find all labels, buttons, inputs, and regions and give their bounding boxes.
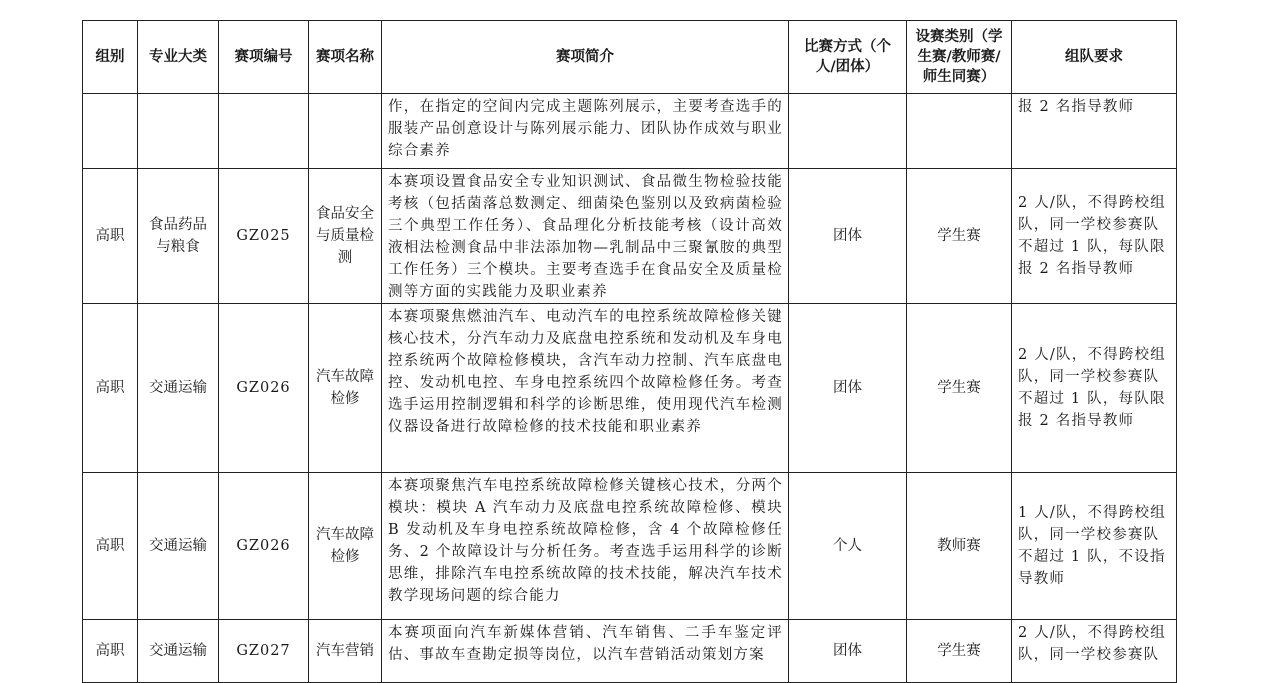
header-row: [83, 21, 1177, 94]
header-category: 设赛类别（学生赛/教师赛/师生同赛）: [907, 21, 1012, 94]
header-major: 专业大类: [138, 21, 219, 94]
cell-intro: 本赛项设置食品安全专业知识测试、食品微生物检验技能考核（包括菌落总数测定、细菌染色鉴别以及致病菌检验三个典型工作任务）、食品理化分析技能考核（设计高效液相法检测食品中非法添加物—乳制品中三聚氰胺的典型工作任务）三个模块。主要考查选手在食品安全及质量检测等方面的实践能力及职业素养: [382, 169, 789, 304]
header-name: 赛项名称: [309, 21, 382, 94]
cell-requirement: 2 人/队，不得跨校组队，同一学校参赛队不超过 1 队，每队限报 2 名指导教师: [1012, 169, 1177, 304]
cell-code: GZ026: [219, 473, 309, 620]
cell-mode: 团体: [789, 169, 907, 304]
cell-intro: 作，在指定的空间内完成主题陈列展示，主要考查选手的服装产品创意设计与陈列展示能力、团队协作成效与职业综合素养: [382, 94, 789, 169]
cell-category: 教师赛: [907, 473, 1012, 620]
cell-code: GZ025: [219, 169, 309, 304]
table-row: [83, 304, 1177, 473]
header-mode: 比赛方式（个人/团体）: [789, 21, 907, 94]
cell-mode: [789, 94, 907, 169]
cell-group: 高职: [83, 169, 138, 304]
cell-code: GZ027: [219, 620, 309, 683]
cell-requirement: 1 人/队，不得跨校组队，同一学校参赛队不超过 1 队，不设指导教师: [1012, 473, 1177, 620]
cell-mode: 团体: [789, 620, 907, 683]
header-code: 赛项编号: [219, 21, 309, 94]
table-row: [83, 620, 1177, 683]
cell-major: 食品药品与粮食: [138, 169, 219, 304]
cell-name: [309, 94, 382, 169]
cell-name: 汽车故障检修: [309, 473, 382, 620]
table-row: [83, 169, 1177, 304]
header-requirement: 组队要求: [1012, 21, 1177, 94]
cell-category: 学生赛: [907, 169, 1012, 304]
cell-group: [83, 94, 138, 169]
cell-intro: 本赛项聚焦汽车电控系统故障检修关键核心技术，分两个模块：模块 A 汽车动力及底盘电控系统故障检修、模块 B 发动机及车身电控系统故障检修，含 4 个故障检修任务、2 个故障设计与分析任务。考查选手运用科学的诊断思维，排除汽车电控系统故障的技术技能，解决汽车技术教学现场问题的综合能力: [382, 473, 789, 620]
cell-major: [138, 94, 219, 169]
table-row: [83, 473, 1177, 620]
cell-name: 汽车故障检修: [309, 304, 382, 473]
cell-group: 高职: [83, 473, 138, 620]
cell-group: 高职: [83, 620, 138, 683]
cell-name: 汽车营销: [309, 620, 382, 683]
cell-major: 交通运输: [138, 620, 219, 683]
cell-code: GZ026: [219, 304, 309, 473]
cell-category: 学生赛: [907, 620, 1012, 683]
cell-requirement: 2 人/队，不得跨校组队，同一学校参赛队不超过 1 队，每队限报 2 名指导教师: [1012, 304, 1177, 473]
cell-mode: 团体: [789, 304, 907, 473]
competition-table: [82, 20, 1177, 683]
cell-requirement: 报 2 名指导教师: [1012, 94, 1177, 169]
cell-requirement: 2 人/队，不得跨校组队，同一学校参赛队: [1012, 620, 1177, 683]
cell-mode: 个人: [789, 473, 907, 620]
cell-category: 学生赛: [907, 304, 1012, 473]
cell-category: [907, 94, 1012, 169]
cell-name: 食品安全与质量检测: [309, 169, 382, 304]
cell-group: 高职: [83, 304, 138, 473]
cell-intro: 本赛项聚焦燃油汽车、电动汽车的电控系统故障检修关键核心技术，分汽车动力及底盘电控系统和发动机及车身电控系统两个故障检修模块，含汽车动力控制、汽车底盘电控、发动机电控、车身电控系统四个故障检修任务。考查选手运用控制逻辑和科学的诊断思维，使用现代汽车检测仪器设备进行故障检修的技术技能和职业素养: [382, 304, 789, 473]
cell-code: [219, 94, 309, 169]
cell-intro: 本赛项面向汽车新媒体营销、汽车销售、二手车鉴定评估、事故车查勘定损等岗位，以汽车营销活动策划方案: [382, 620, 789, 683]
header-intro: 赛项简介: [382, 21, 789, 94]
cell-major: 交通运输: [138, 304, 219, 473]
header-group: 组别: [83, 21, 138, 94]
cell-major: 交通运输: [138, 473, 219, 620]
table-row: [83, 94, 1177, 169]
